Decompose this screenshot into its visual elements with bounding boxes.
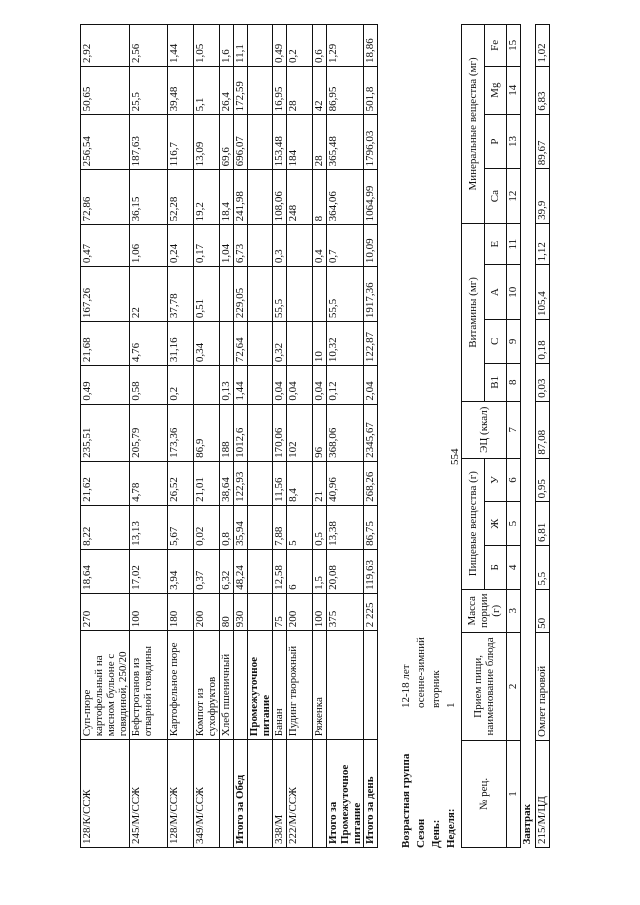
- table-cell: 42: [313, 66, 327, 114]
- table-cell: 6,32: [220, 549, 234, 593]
- info-label: Неделя:: [445, 808, 457, 848]
- table-cell: 153,48: [273, 115, 287, 170]
- table-cell: Итого за Обед: [234, 740, 248, 848]
- table-cell: 173,36: [168, 404, 194, 461]
- table-cell: 21: [313, 461, 327, 505]
- table-row: [273, 25, 287, 848]
- table-cell: 20,08: [327, 549, 364, 593]
- table-row: [234, 25, 248, 848]
- info-value: 12-18 лет: [400, 664, 412, 708]
- table-cell: 364,06: [327, 170, 364, 225]
- table-cell: [248, 366, 273, 405]
- table-cell: 696,07: [234, 115, 248, 170]
- table-cell: 0,8: [220, 505, 234, 549]
- table-cell: 122,87: [364, 322, 378, 366]
- table-cell: 375: [327, 593, 364, 630]
- page-number: 554: [449, 448, 461, 465]
- table-cell: 365,48: [327, 115, 364, 170]
- table-cell: [248, 170, 273, 225]
- table-cell: 0,24: [168, 225, 194, 267]
- table-cell: 4,78: [130, 461, 168, 505]
- col-header-fat: Ж: [484, 502, 507, 546]
- col-header-carbs: У: [484, 458, 507, 502]
- table-cell: 1,12: [536, 223, 550, 265]
- table-cell: 187,63: [130, 115, 168, 170]
- table-cell: 1,06: [130, 225, 168, 267]
- table-cell: 6,73: [234, 225, 248, 267]
- table-cell: 5: [287, 505, 313, 549]
- table-cell: 35,94: [234, 505, 248, 549]
- table-cell: 0,37: [194, 549, 220, 593]
- table-cell: 16,95: [273, 66, 287, 114]
- table-cell: [287, 322, 313, 366]
- table-cell: Итого за день: [364, 740, 378, 848]
- table-cell: Картофельное пюре: [168, 631, 194, 740]
- table-cell: 8,22: [81, 505, 130, 549]
- table-cell: 1,44: [234, 366, 248, 405]
- table-cell: 52,28: [168, 170, 194, 225]
- table-cell: [364, 631, 378, 740]
- table-cell: 21,01: [194, 461, 220, 505]
- table-cell: 50: [536, 589, 550, 632]
- table-cell: 8,4: [287, 461, 313, 505]
- info-line: [415, 637, 427, 848]
- table-cell: 0,6: [313, 25, 327, 67]
- table-cell: 0,32: [273, 322, 287, 366]
- table-row: [364, 25, 378, 848]
- table-cell: 180: [168, 593, 194, 630]
- info-label: Сезон: [415, 818, 427, 848]
- col-header-c: C: [484, 319, 507, 363]
- column-number: 13: [507, 114, 521, 169]
- table-cell: 1,05: [194, 25, 220, 67]
- table-cell: 6: [287, 549, 313, 593]
- table-cell: 69,6: [220, 115, 234, 170]
- table-cell: 48,24: [234, 549, 248, 593]
- table-cell: [220, 740, 234, 848]
- col-header-e: E: [484, 223, 507, 265]
- table-cell: 0,7: [327, 225, 364, 267]
- table-cell: 0,5: [313, 505, 327, 549]
- table-cell: 172,59: [234, 66, 248, 114]
- col-header-minerals: Минеральные вещества (мг): [462, 25, 485, 224]
- table-cell: [248, 66, 273, 114]
- table-cell: 18,86: [364, 25, 378, 67]
- table-cell: 128/М/ССЖ: [168, 740, 194, 848]
- col-header-fe: Fe: [484, 25, 507, 67]
- col-header-a: A: [484, 265, 507, 320]
- table-cell: 55,5: [273, 267, 287, 322]
- col-header-vitamins: Витамины (мг): [462, 223, 485, 401]
- table-cell: 0,2: [287, 25, 313, 67]
- table-cell: 28: [287, 66, 313, 114]
- table-cell: 2,56: [130, 25, 168, 67]
- table-cell: Омлет паровой: [536, 632, 550, 740]
- table-cell: 119,63: [364, 549, 378, 593]
- table-cell: [327, 631, 364, 740]
- table-cell: 4,76: [130, 322, 168, 366]
- table-cell: 40,96: [327, 461, 364, 505]
- table-cell: 5,67: [168, 505, 194, 549]
- table-cell: 205,79: [130, 404, 168, 461]
- table-cell: 2,92: [81, 25, 130, 67]
- table-cell: 222/М/ССЖ: [287, 740, 313, 848]
- table-cell: 349/М/ССЖ: [194, 740, 220, 848]
- table-cell: 167,26: [81, 267, 130, 322]
- table-cell: 0,2: [168, 366, 194, 405]
- table-cell: 50,65: [81, 66, 130, 114]
- table-cell: 501,8: [364, 66, 378, 114]
- table-cell: 229,05: [234, 267, 248, 322]
- table-cell: 26,52: [168, 461, 194, 505]
- table-cell: 248: [287, 170, 313, 225]
- table-cell: 116,7: [168, 115, 194, 170]
- table-row: [168, 25, 194, 848]
- table-cell: 245/М/ССЖ: [130, 740, 168, 848]
- table-cell: 0,18: [536, 319, 550, 363]
- table-cell: 89,67: [536, 114, 550, 169]
- table-cell: 13,13: [130, 505, 168, 549]
- table-cell: 39,9: [536, 169, 550, 224]
- table-cell: 87,08: [536, 401, 550, 458]
- table-cell: 122,93: [234, 461, 248, 505]
- table-cell: 200: [194, 593, 220, 630]
- table-cell: 338/М: [273, 740, 287, 848]
- table-cell: 2,04: [364, 366, 378, 405]
- info-line: [445, 703, 457, 849]
- column-number: 15: [507, 25, 521, 67]
- column-number-row: [507, 25, 521, 848]
- table-cell: 0,4: [313, 225, 327, 267]
- table-cell: 13,38: [327, 505, 364, 549]
- table-cell: 0,47: [81, 225, 130, 267]
- table-cell: Банан: [273, 631, 287, 740]
- info-line: [430, 670, 442, 848]
- table-cell: 930: [234, 593, 248, 630]
- table-cell: 6,83: [536, 66, 550, 114]
- table-cell: 2 225: [364, 593, 378, 630]
- column-number: 7: [507, 401, 521, 458]
- table-cell: 86,9: [194, 404, 220, 461]
- table-cell: 1,5: [313, 549, 327, 593]
- table-cell: 38,64: [220, 461, 234, 505]
- col-header-mg: Mg: [484, 66, 507, 114]
- column-number: 5: [507, 502, 521, 546]
- table-cell: 21,62: [81, 461, 130, 505]
- table-cell: 37,78: [168, 267, 194, 322]
- table-cell: 368,06: [327, 404, 364, 461]
- col-header-meal: Прием пищи, наименование блюда: [462, 632, 507, 740]
- table-cell: 0,04: [287, 366, 313, 405]
- info-label: День:: [430, 819, 442, 848]
- nutrition-table-header: [461, 24, 550, 848]
- table-cell: [248, 225, 273, 267]
- table-row: [220, 25, 234, 848]
- col-header-p: P: [484, 114, 507, 169]
- table-cell: 128/К/ССЖ: [81, 740, 130, 848]
- table-cell: 2345,67: [364, 404, 378, 461]
- column-number: 4: [507, 546, 521, 590]
- table-cell: 0,51: [194, 267, 220, 322]
- info-line: [400, 664, 412, 848]
- table-cell: 5,5: [536, 546, 550, 590]
- table-cell: [313, 740, 327, 848]
- table-cell: [248, 322, 273, 366]
- table-cell: [234, 631, 248, 740]
- table-cell: 1,6: [220, 25, 234, 67]
- table-cell: 10,09: [364, 225, 378, 267]
- table-cell: Бефстроганов из отварной говядины: [130, 631, 168, 740]
- table-cell: 1796,03: [364, 115, 378, 170]
- table-cell: 0,02: [194, 505, 220, 549]
- table-cell: 6,81: [536, 502, 550, 546]
- table-cell: [287, 267, 313, 322]
- table-cell: 241,98: [234, 170, 248, 225]
- table-cell: 13,09: [194, 115, 220, 170]
- table-cell: 7,88: [273, 505, 287, 549]
- table-cell: [248, 25, 273, 67]
- table-row: [536, 25, 550, 848]
- col-header-mass: Масса порции (г): [462, 589, 507, 632]
- table-cell: Пудинг творожный: [287, 631, 313, 740]
- table-cell: 0,04: [313, 366, 327, 405]
- col-header-b1: B1: [484, 363, 507, 401]
- table-cell: 19,2: [194, 170, 220, 225]
- table-body: [81, 25, 378, 848]
- table-cell: 0,95: [536, 458, 550, 502]
- table-cell: 11,1: [234, 25, 248, 67]
- column-number: 9: [507, 319, 521, 363]
- column-number: 6: [507, 458, 521, 502]
- table-cell: 10: [313, 322, 327, 366]
- table-cell: 28: [313, 115, 327, 170]
- table-cell: 1064,99: [364, 170, 378, 225]
- table-cell: 0,03: [536, 363, 550, 401]
- info-value: вторник: [430, 670, 442, 708]
- table-cell: 3,94: [168, 549, 194, 593]
- table-cell: 105,4: [536, 265, 550, 320]
- table-cell: 22: [130, 267, 168, 322]
- table-cell: Итого за Промежуточное питание: [327, 740, 364, 848]
- column-number: 10: [507, 265, 521, 320]
- table-cell: 1,02: [536, 25, 550, 67]
- table-cell: 256,54: [81, 115, 130, 170]
- table-cell: 86,75: [364, 505, 378, 549]
- table-cell: 0,12: [327, 366, 364, 405]
- table-cell: 0,34: [194, 322, 220, 366]
- table-cell: 270: [81, 593, 130, 630]
- table-cell: [248, 461, 273, 505]
- table-cell: 75: [273, 593, 287, 630]
- table-cell: 26,4: [220, 66, 234, 114]
- table-cell: 1,29: [327, 25, 364, 67]
- table-cell: [287, 225, 313, 267]
- table-cell: 18,4: [220, 170, 234, 225]
- col-header-nutrients: Пищевые вещества (г): [462, 458, 485, 589]
- table-cell: 86,95: [327, 66, 364, 114]
- col-header-protein: Б: [484, 546, 507, 590]
- table-cell: [220, 322, 234, 366]
- table-cell: 1,44: [168, 25, 194, 67]
- table-cell: 108,06: [273, 170, 287, 225]
- table-cell: 55,5: [327, 267, 364, 322]
- table-cell: 200: [287, 593, 313, 630]
- table-cell: 11,56: [273, 461, 287, 505]
- table-cell: 72,86: [81, 170, 130, 225]
- table-cell: [313, 267, 327, 322]
- table-cell: 0,13: [220, 366, 234, 405]
- table-cell: 0,3: [273, 225, 287, 267]
- column-number: 11: [507, 223, 521, 265]
- column-number: 3: [507, 589, 521, 632]
- info-value: 1: [445, 702, 457, 708]
- table-cell: [248, 593, 273, 630]
- table-cell: 1012,6: [234, 404, 248, 461]
- table-cell: 215/М/ЦД: [536, 740, 550, 847]
- table-row: [194, 25, 220, 848]
- col-header-energy: ЭЦ (ккал): [462, 401, 507, 458]
- table-cell: [248, 740, 273, 848]
- table-cell: [248, 505, 273, 549]
- table-cell: 80: [220, 593, 234, 630]
- table-cell: Компот из сухофруктов: [194, 631, 220, 740]
- column-number: 1: [507, 740, 521, 847]
- table-cell: 188: [220, 404, 234, 461]
- col-header-recipe: № рец.: [462, 740, 507, 847]
- table-cell: [194, 366, 220, 405]
- table-row: [287, 25, 313, 848]
- table-cell: 36,15: [130, 170, 168, 225]
- info-label: Возрастная группа: [400, 753, 412, 848]
- col-header-ca: Ca: [484, 169, 507, 224]
- column-number: 8: [507, 363, 521, 401]
- table-cell: 21,68: [81, 322, 130, 366]
- table-cell: 0,17: [194, 225, 220, 267]
- table-cell: 0,04: [273, 366, 287, 405]
- table-cell: Хлеб пшеничный: [220, 631, 234, 740]
- table-cell: Ряженка: [313, 631, 327, 740]
- table-cell: 268,26: [364, 461, 378, 505]
- table-cell: [248, 267, 273, 322]
- column-number: 12: [507, 169, 521, 224]
- table-cell: 100: [313, 593, 327, 630]
- table-cell: 184: [287, 115, 313, 170]
- table-row: [130, 25, 168, 848]
- table-cell: 1,04: [220, 225, 234, 267]
- table-cell: 0,49: [81, 366, 130, 405]
- table-cell: Суп-пюре картофельный на мясном бульоне с говядиной, 250/20: [81, 631, 130, 740]
- table-row: [313, 25, 327, 848]
- table-cell: 5,1: [194, 66, 220, 114]
- table-cell: 8: [313, 170, 327, 225]
- table-cell: 170,06: [273, 404, 287, 461]
- table-cell: 235,51: [81, 404, 130, 461]
- table-cell: 96: [313, 404, 327, 461]
- table-cell: 18,64: [81, 549, 130, 593]
- column-number: 14: [507, 66, 521, 114]
- table-cell: [248, 404, 273, 461]
- table-cell: 12,58: [273, 549, 287, 593]
- table-cell: 102: [287, 404, 313, 461]
- table-cell: 0,58: [130, 366, 168, 405]
- table-row: [327, 25, 364, 848]
- table-cell: [248, 549, 273, 593]
- info-value: осенне-зимний: [415, 637, 427, 708]
- table-cell: Промежуточное питание: [248, 631, 273, 740]
- section-breakfast: Завтрак: [521, 25, 536, 848]
- table-cell: 1917,36: [364, 267, 378, 322]
- nutrition-table-continued: [80, 24, 378, 848]
- table-row: [248, 25, 273, 848]
- table-row: [81, 25, 130, 848]
- table-cell: 17,02: [130, 549, 168, 593]
- table-cell: 0,49: [273, 25, 287, 67]
- table-cell: 100: [130, 593, 168, 630]
- table-cell: 31,16: [168, 322, 194, 366]
- table-cell: [220, 267, 234, 322]
- table-cell: 10,32: [327, 322, 364, 366]
- table-cell: 39,48: [168, 66, 194, 114]
- table-cell: [248, 115, 273, 170]
- table-cell: 25,5: [130, 66, 168, 114]
- table-cell: 72,64: [234, 322, 248, 366]
- column-number: 2: [507, 632, 521, 740]
